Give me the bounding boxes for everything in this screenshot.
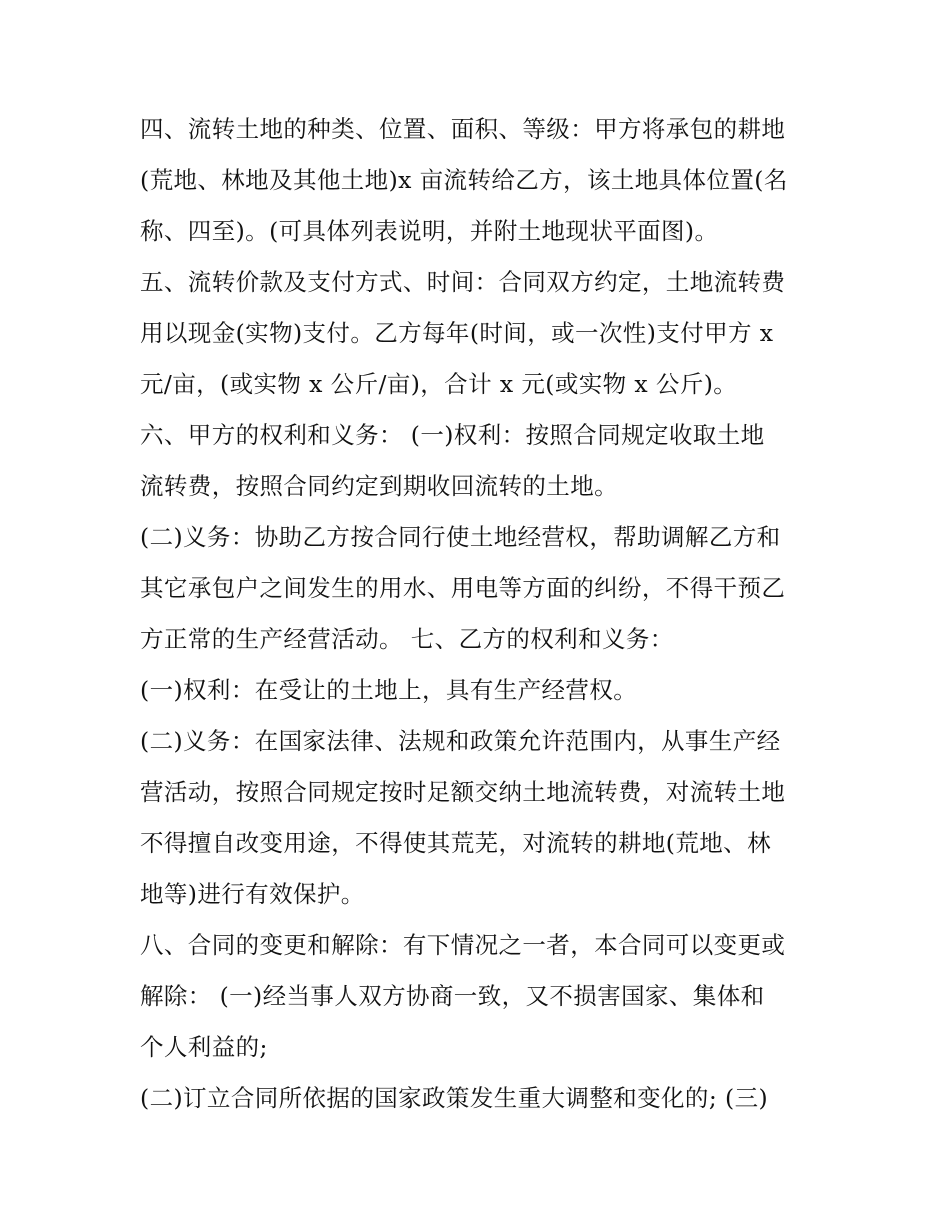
text-line: (二)义务：在国家法律、法规和政策允许范围内，从事生产经 (140, 727, 781, 755)
text-line: (一)权利：在受让的土地上，具有生产经营权。 (140, 676, 638, 704)
text-line: 地等)进行有效保护。 (140, 880, 365, 908)
text-line: 不得擅自改变用途，不得使其荒芜，对流转的耕地(荒地、林 (140, 829, 771, 857)
text-line: 八、合同的变更和解除：有下情况之一者，本合同可以变更或 (140, 931, 786, 959)
text-line: 五、流转价款及支付方式、时间：合同双方约定，土地流转费 (140, 268, 786, 296)
text-line: 流转费，按照合同约定到期收回流转的土地。 (140, 472, 618, 500)
text-line: 四、流转土地的种类、位置、面积、等级：甲方将承包的耕地 (140, 115, 786, 143)
text-line: (荒地、林地及其他土地)x 亩流转给乙方，该土地具体位置(名 (140, 166, 788, 194)
text-line: 用以现金(实物)支付。乙方每年(时间，或一次性)支付甲方 x (140, 319, 774, 347)
text-line: 个人利益的; (140, 1033, 268, 1061)
text-line: (二)义务：协助乙方按合同行使土地经营权，帮助调解乙方和 (140, 523, 781, 551)
text-line: 营活动，按照合同规定按时足额交纳土地流转费，对流转土地 (140, 778, 786, 806)
document-body (140, 104, 820, 1124)
text-line: 其它承包户之间发生的用水、用电等方面的纠纷，不得干预乙 (140, 574, 786, 602)
text-line: 六、甲方的权利和义务： (一)权利：按照合同规定收取土地 (140, 421, 765, 449)
text-line: 元/亩，(或实物 x 公斤/亩)，合计 x 元(或实物 x 公斤)。 (140, 370, 738, 398)
text-line: 方正常的生产经营活动。 七、乙方的权利和义务： (140, 625, 674, 653)
text-line: (二)订立合同所依据的国家政策发生重大调整和变化的; (三) (140, 1084, 769, 1112)
text-line: 称、四至)。(可具体列表说明，并附土地现状平面图)。 (140, 217, 719, 245)
text-line: 解除： (一)经当事人双方协商一致，又不损害国家、集体和 (140, 982, 765, 1010)
